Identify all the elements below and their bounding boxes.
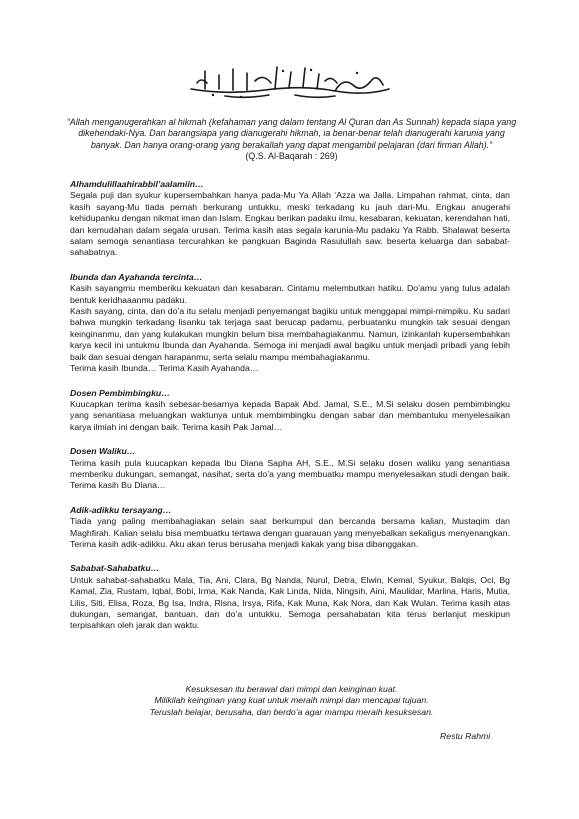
opening-quote (64, 117, 519, 162)
section-supervisor (70, 388, 510, 434)
section-paragraph: Segala puji dan syukur kupersembahkan hanya pada-Mu Ya Allah ‘Azza wa Jalla. Limpahan rahmat, cinta, dan kasih sayang-Mu tiada pernah berkurang untukku, meski terkadang ku jauh dari-Mu. Engkau anugerahi kehidupanku dengan nikmat iman dan Islam. Engkau berikan padaku ilmu, kesabaran, kekuatan, kerendahan hati, dan kemudahan dalam segala urusan. Terima kasih atas segala karunia-Mu padaku Ya Rabb. Shalawat beserta salam semoga senantiasa tercurahkan ke pangkuan Baginda Rasulullah saw. beserta keluarga dan sababat-sahabatnya. (70, 190, 510, 258)
section-paragraph: Kasih sayang, cinta, dan do’a itu selalu menjadi penyemangat bagiku untuk menggapai mimpi-mimpiku. Ku sadari bahwa mungkin terkadang lisanku tak terjaga saat berucap padamu, perbuatanku mungkin tak sesuai dengan keinginanmu, dan yang kulakukan mungkin belum bisa membahagiakanmu. Namun, izinkanlah kupersembahkan karya kecil ini untukmu Ibunda dan Ayahanda. Semoga ini menjadi awal bagiku untuk menjadi pribadi yang lebih baik dan sesuai dengan harapanmu, serta selalu mampu membahagiakanmu. (70, 306, 510, 362)
closing-line: Kesuksesan itu berawal dari mimpi dan keinginan kuat. (185, 684, 398, 694)
section-siblings (70, 505, 510, 551)
author-signature: Restu Rahmi (440, 731, 491, 741)
section-paragraph: Kuucapkan terima kasih sebesar-besarnya kepada Bapak Abd. Jamal, S.E., M.Si selaku dosen pembimbingku yang senantiasa meluangkan waktunya untuk membimbingku dengan sabar dan membantuku menyelesaikan karya ilmiah ini dengan baik. Terima kasih Pak Jamal… (70, 398, 510, 432)
section-title: Alhamdulillaahirabbil’aalamiin… (70, 179, 204, 189)
section-paragraph: Untuk sahabat-sahabatku Mala, Tia, Ani, Clara, Bg Nanda, Nurul, Detra, Elwin, Kemal, Syukur, Balqis, Oci, Bg Kamal, Zia, Rustam, Iqbal, Bobi, Irma, Kak Nanda, Kak Linda, Nida, Ningsih, Aini, Maulidar, Marlina, Haris, Mutia, Lilis, Siti, Elisa, Roza, Bg Isa, Indra, Risna, Irsya, Rifa, Kak Muna, Kak Nora, dan Kak Wulan. Terima kasih atas dukungan, semangat, bantuan, dan do’a untukku. Semoga persahabatan kita terus berlanjut meskipun terpisahkan oleh jarak dan waktu. (70, 574, 510, 631)
bismillah-calligraphy-icon (0, 62, 579, 102)
section-paragraph: Tiada yang paling membahagiakan selain saat berkumpul dan bercanda bersama kalian, Mustaqim dan Maghfirah. Kalian selalu bisa membuatku tertawa dengan guarauan yang menyebalkan sekaligus menyenangkan. Terima kasih adik-adikku. Aku akan terus berusaha menjadi kakak yang bisa dibanggakan. (70, 516, 510, 549)
closing-line: Teruslah belajar, berusaha, dan berdo’a agar mampu meraih kesuksesan. (149, 706, 434, 717)
closing-line: Milikilah keinginan yang kuat untuk meraih mimpi dan mencapai tujuan. (154, 695, 429, 706)
dedication-body (70, 179, 510, 645)
section-friends (70, 563, 510, 631)
closing-motto (64, 684, 519, 718)
section-title: Sababat-Sahabatku… (70, 563, 160, 574)
quote-text: “Allah menganugerahkan al hikmah (kefahaman yang dalam tentang Al Quran dan As Sunnah) kepada siapa yang dikehendaki-Nya. Dan barangsiapa yang dianugerahi hikmah, ia benar-benar telah dianugerahi karunia yang banyak. Dan hanya orang-orang yang berakallah yang dapat mengambil pelajaran (dari firman Allah).” (66, 117, 517, 150)
section-title: Dosen Waliku… (70, 446, 136, 457)
section-paragraph: Terima kasih Ibunda… Terima Kasih Ayahanda… (70, 363, 259, 374)
section-title: Ibunda dan Ayahanda tercinta… (70, 271, 203, 282)
section-title: Dosen Pembimbingku… (70, 387, 170, 398)
section-paragraph: Terima kasih pula kuucapkan kepada Ibu Diana Sapha AH, S.E., M.Si selaku dosen waliku yang senantiasa memberiku dukungan, semangat, nasihat, serta do’a yang membuatku mampu menyelesaikan studi dengan baik. Terima kasih Bu Diana… (70, 457, 510, 491)
section-advisor (70, 446, 510, 492)
section-paragraph: Kasih sayangmu memberiku kekuatan dan kesabaran. Cintamu melembutkan hatiku. Do’amu yang tulus adalah bentuk keridhaaanmu padaku. (70, 283, 510, 305)
section-parents (70, 272, 510, 375)
section-title: Adik-adikku tersayang… (70, 504, 172, 515)
section-gratitude (70, 179, 510, 259)
quote-source: (Q.S. Al-Baqarah : 269) (245, 150, 338, 161)
